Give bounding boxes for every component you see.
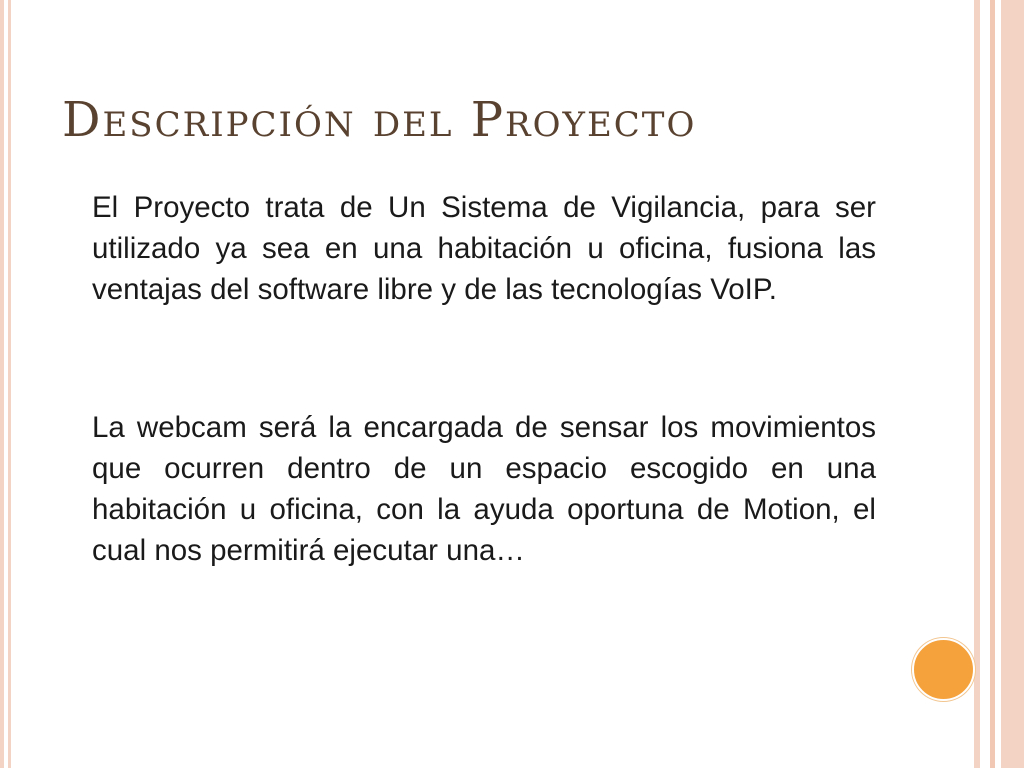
right-stripes-decoration [974,0,1024,768]
orange-dot-decoration [912,638,975,701]
paragraph-1: El Proyecto trata de Un Sistema de Vigilancia, para ser utilizado ya sea en una habitación u oficina, fusiona las ventajas del software libre y de las tecnologías VoIP. [92,191,876,306]
stripe [980,0,990,768]
slide-title: Descripción del Proyecto [62,92,697,148]
paragraph-2: La webcam será la encargada de sensar los movimientos que ocurren dentro de un espacio escogido en una habitación u oficina, con la ayuda oportuna de Motion, el cual nos permitirá ejecutar una… [92,411,876,567]
left-border-decoration [0,0,11,768]
stripe [1001,0,1024,768]
